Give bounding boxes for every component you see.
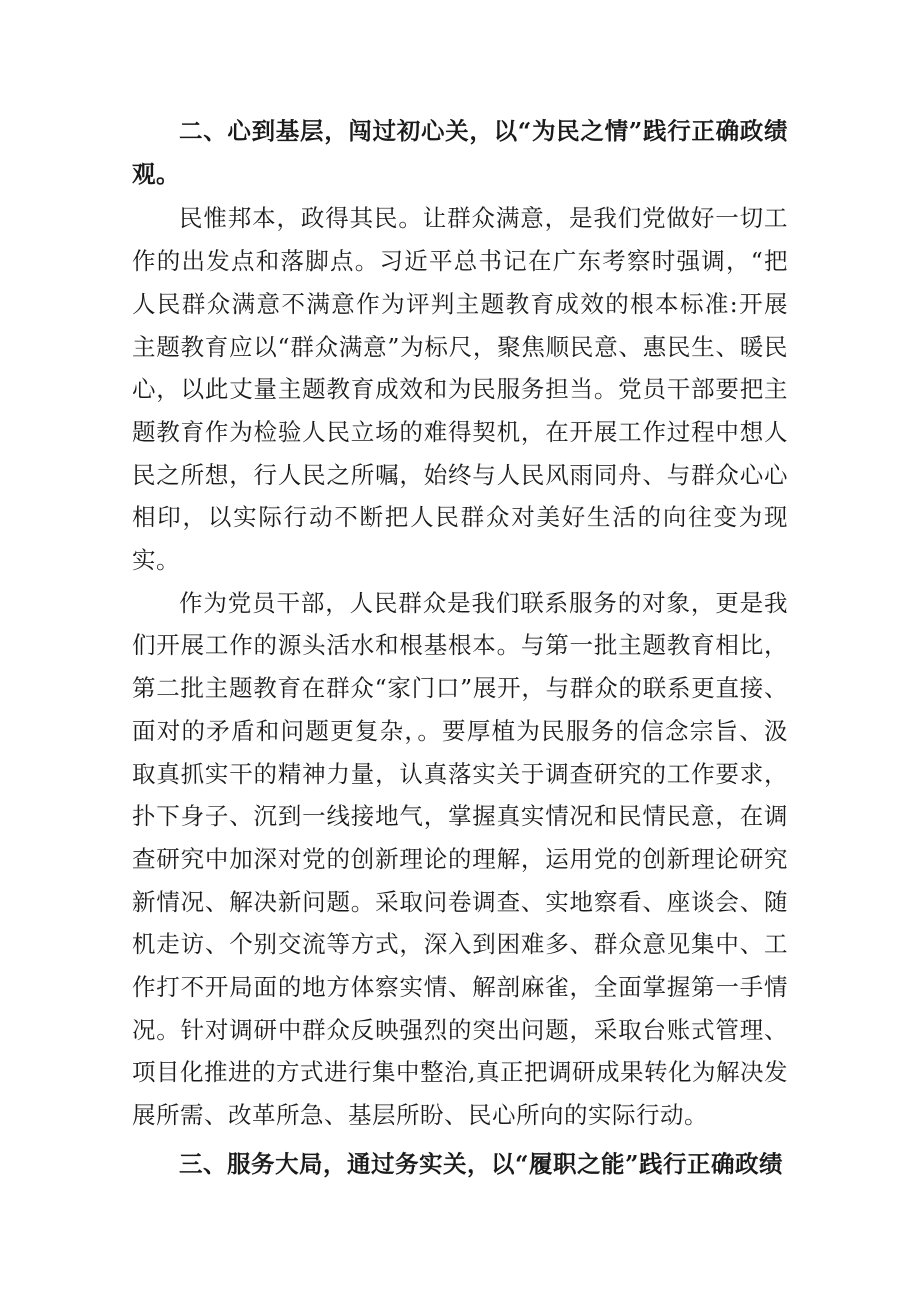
- body-paragraph-2: 作为党员干部，人民群众是我们联系服务的对象，更是我们开展工作的源头活水和根基根本。与第一批主题教育相比，第二批主题教育在群众“家门口”展开，与群众的联系更直接、面对的矛盾和问题更复杂，。要厚植为民服务的信念宗旨、汲取真抓实干的精神力量，认真落实关于调查研究的工作要求，扑下身子、沉到一线接地气，掌握真实情况和民情民意，在调查研究中加深对党的创新理论的理解，运用党的创新理论研究新情况、解决新问题。采取问卷调查、实地察看、座谈会、随机走访、个别交流等方式，深入到困难多、群众意见集中、工作打不开局面的地方体察实情、解剖麻雀，全面掌握第一手情况。针对调研中群众反映强烈的突出问题，采取台账式管理、项目化推进的方式进行集中整治,真正把调研成果转化为解决发展所需、改革所急、基层所盼、民心所向的实际行动。: [132, 588, 788, 1130]
- section-heading-3: 三、服务大局，通过务实关，以“履职之能”践行正确政绩: [179, 1149, 784, 1178]
- body-paragraph-1: 民惟邦本，政得其民。让群众满意，是我们党做好一切工作的出发点和落脚点。习近平总书记在广东考察时强调，“把人民群众满意不满意作为评判主题教育成效的根本标准:开展主题教育应以“群众满意”为标尺，聚焦顺民意、惠民生、暖民心，以此丈量主题教育成效和为民服务担当。党员干部要把主题教育作为检验人民立场的难得契机，在开展工作过程中想人民之所想，行人民之所嘱，始终与人民风雨同舟、与群众心心相印，以实际行动不断把人民群众对美好生活的向往变为现实。: [132, 204, 788, 575]
- section-heading-2: 二、心到基层，闯过初心关，以“为民之情”践行正确政绩观。: [132, 117, 788, 188]
